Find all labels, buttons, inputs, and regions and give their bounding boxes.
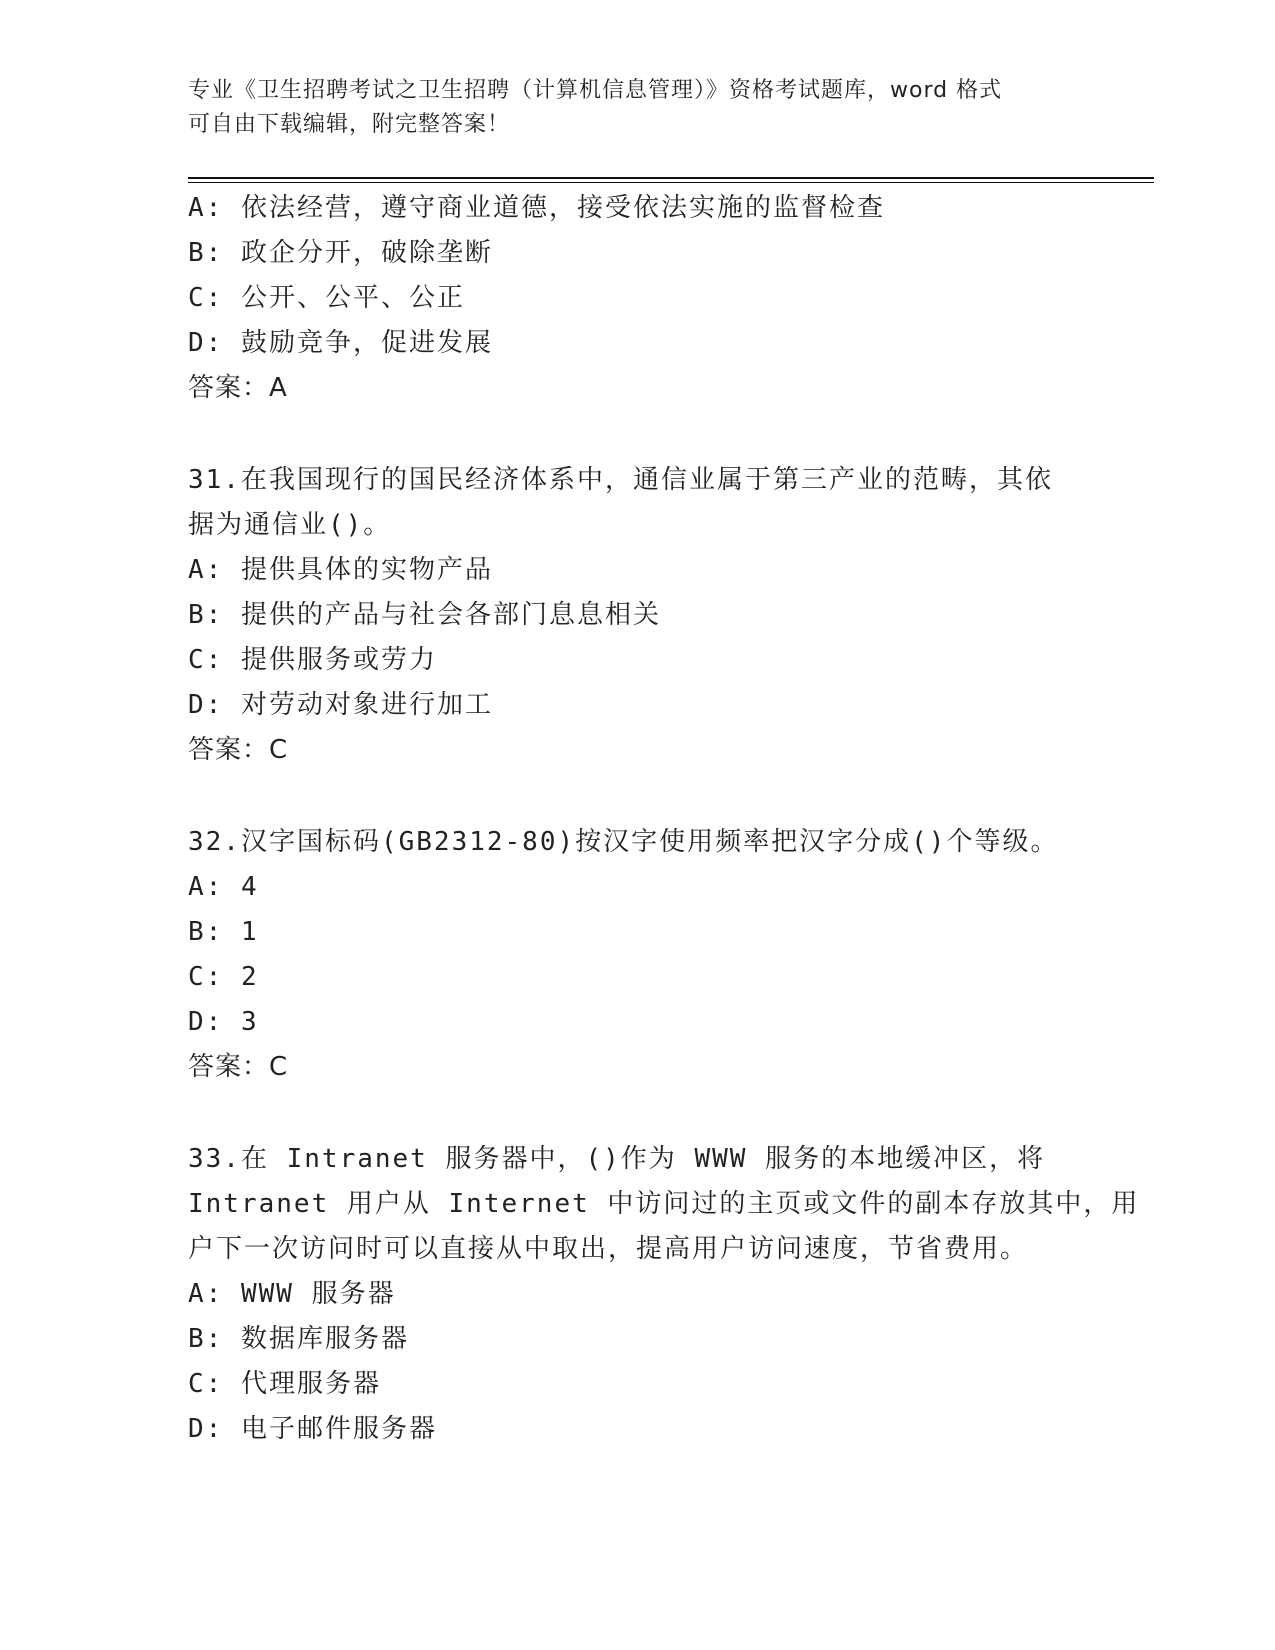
option-a: A: 依法经营，遵守商业道德，接受依法实施的监督检查: [188, 193, 885, 223]
option-a: A: WWW 服务器: [188, 1279, 396, 1309]
question-stem: Intranet 用户从 Internet 中访问过的主页或文件的副本存放其中，用: [188, 1189, 1140, 1219]
option-d: D: 3: [188, 1007, 259, 1037]
option-b: B: 政企分开，破除垄断: [188, 238, 493, 268]
question-block-33: [188, 1137, 1140, 1452]
question-stem: 户下一次访问时可以直接从中取出，提高用户访问速度，节省费用。: [188, 1234, 1029, 1264]
answer-line: 答案：C: [188, 735, 289, 765]
spacer: [188, 411, 1088, 458]
header-line-1: 专业《卫生招聘考试之卫生招聘（计算机信息管理）》资格考试题库，word 格式: [188, 78, 1003, 103]
option-d: D: 对劳动对象进行加工: [188, 690, 493, 720]
option-d: D: 鼓励竞争，促进发展: [188, 328, 493, 358]
question-block-31: [188, 458, 1088, 773]
question-stem: 32.汉字国标码(GB2312-80)按汉字使用频率把汉字分成()个等级。: [188, 827, 1059, 857]
header-line-2: 可自由下载编辑，附完整答案！: [188, 112, 511, 137]
option-c: C: 代理服务器: [188, 1369, 381, 1399]
question-stem: 31.在我国现行的国民经济体系中，通信业属于第三产业的范畴，其依: [188, 465, 1053, 495]
answer-line: 答案：C: [188, 1052, 289, 1082]
option-b: B: 提供的产品与社会各部门息息相关: [188, 600, 661, 630]
question-stem: 33.在 Intranet 服务器中，()作为 WWW 服务的本地缓冲区，将: [188, 1144, 1046, 1174]
document-header: [188, 74, 1088, 142]
header-divider-thin: [188, 182, 1154, 183]
option-b: B: 1: [188, 917, 259, 947]
spacer: [188, 1090, 1088, 1137]
question-block-prev: [188, 186, 1088, 411]
option-d: D: 电子邮件服务器: [188, 1414, 437, 1444]
question-list: [188, 186, 1140, 1452]
answer-line: 答案：A: [188, 373, 288, 403]
question-block-32: [188, 820, 1088, 1090]
option-a: A: 4: [188, 872, 259, 902]
option-b: B: 数据库服务器: [188, 1324, 409, 1354]
question-stem: 据为通信业()。: [188, 510, 392, 540]
option-a: A: 提供具体的实物产品: [188, 555, 493, 585]
option-c: C: 公开、公平、公正: [188, 283, 465, 313]
header-divider-thick: [188, 177, 1154, 179]
option-c: C: 提供服务或劳力: [188, 645, 437, 675]
spacer: [188, 773, 1088, 820]
option-c: C: 2: [188, 962, 259, 992]
